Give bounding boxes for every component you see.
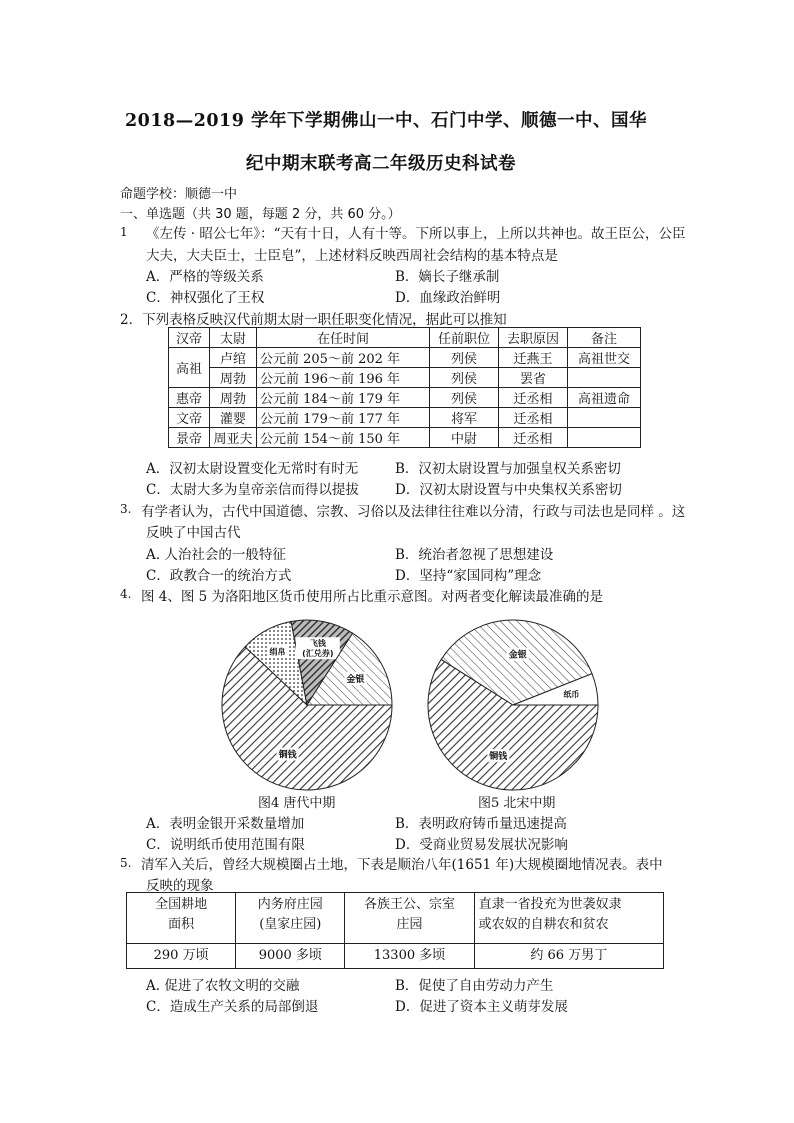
pie-label: 铜钱 <box>278 750 297 761</box>
q3-option-c: C．政教合一的统治方式 <box>146 568 292 584</box>
table-header: 去职原因 <box>499 328 568 348</box>
q1-option-b: B．嫡长子继承制 <box>395 269 500 285</box>
q2-stem: 2．下列表格反映汉代前期太尉一职任职变化情况，据此可以推知 <box>120 312 507 328</box>
table-header: 任前职位 <box>430 328 499 348</box>
table-header: 内务府庄园 (皇家庄园) <box>236 893 345 944</box>
q5-option-a: A. 促进了农牧文明的交融 <box>146 978 300 994</box>
q3-option-d: D．坚持“家国同构”理念 <box>395 568 542 584</box>
table-cell: 列侯 <box>430 348 499 368</box>
pie-label: 飞钱 <box>309 639 326 649</box>
pie-chart-song <box>428 620 598 790</box>
table-cell: 公元前 196～前 196 年 <box>257 368 430 388</box>
q4-number: 4. <box>120 587 132 601</box>
q3-line2: 反映了中国古代 <box>146 525 241 541</box>
q3-line1: 有学者认为，古代中国道德、宗教、习俗以及法律往往难以分清，行政与司法也是同样 。这 <box>141 504 686 520</box>
q1-number: 1 <box>120 225 128 239</box>
pie-label: 纸币 <box>563 689 580 699</box>
q5-option-b: B．促使了自由劳动力产生 <box>395 978 554 994</box>
q4-option-a: A．表明金银开采数量增加 <box>146 816 305 832</box>
section-heading: 一、单选题（共 30 题，每题 2 分，共 60 分。） <box>120 207 401 222</box>
table-header: 备注 <box>568 328 641 348</box>
pie-label: 铜钱 <box>489 752 508 763</box>
q1-option-c: C．神权强化了王权 <box>146 290 265 306</box>
q1-option-d: D．血缘政治鲜明 <box>395 290 501 306</box>
table-cell: 罢省 <box>499 368 568 388</box>
q1-option-a: A．严格的等级关系 <box>146 269 264 285</box>
table-cell: 9000 多顷 <box>236 944 345 969</box>
q3-option-b: B．统治者忽视了思想建设 <box>395 547 554 563</box>
table-cell: 惠帝 <box>169 388 210 408</box>
pie-label: 金银 <box>508 650 527 661</box>
table-row <box>169 428 641 448</box>
table-cell: 公元前 154～前 150 年 <box>257 428 430 448</box>
table-cell: 公元前 184～前 179 年 <box>257 388 430 408</box>
pie-label: 金银 <box>346 674 365 685</box>
figure5-caption: 图5 北宋中期 <box>478 796 556 811</box>
exam-title-line2: 纪中期末联考高二年级历史科试卷 <box>246 154 516 174</box>
q1-line1: 《左传 · 昭公七年》：“天有十日，人有十等。下所以事上，上所以共神也。故王臣公，公臣 <box>146 226 686 242</box>
pie-label: (汇兑券) <box>302 649 334 659</box>
table-cell <box>568 408 641 428</box>
table-row <box>127 944 664 969</box>
q2-option-a: A．汉初太尉设置变化无常时有时无 <box>146 461 359 477</box>
exam-title-line1: 2018—2019 学年下学期佛山一中、石门中学、顺德一中、国华 <box>125 111 648 131</box>
table-cell: 公元前 205～前 202 年 <box>257 348 430 368</box>
q5-line2: 反映的现象 <box>146 878 214 894</box>
figure4-caption: 图4 唐代中期 <box>258 796 336 811</box>
table-cell: 列侯 <box>430 368 499 388</box>
q5-table <box>126 892 664 969</box>
q4-option-d: D．受商业贸易发展状况影响 <box>395 837 568 853</box>
table-cell: 迁丞相 <box>499 428 568 448</box>
table-cell: 迁丞相 <box>499 388 568 408</box>
q4-option-c: C．说明纸币使用范围有限 <box>146 837 305 853</box>
table-row <box>169 388 641 408</box>
table-cell: 迁燕王 <box>499 348 568 368</box>
table-header: 全国耕地 面积 <box>127 893 236 944</box>
table-cell: 将军 <box>430 408 499 428</box>
table-cell <box>568 368 641 388</box>
table-cell: 卢绾 <box>210 348 257 368</box>
table-header: 直隶一省投充为世袭奴隶 或农奴的自耕农和贫农 <box>474 893 663 944</box>
table-header-row <box>169 328 641 348</box>
table-cell: 景帝 <box>169 428 210 448</box>
pie-chart-tang <box>222 620 392 790</box>
q4-option-b: B．表明政府铸币量迅速提高 <box>395 816 567 832</box>
table-cell: 约 66 万男丁 <box>474 944 663 969</box>
table-row <box>169 408 641 428</box>
table-cell: 高祖世交 <box>568 348 641 368</box>
q1-line2: 大夫，大夫臣士，士臣皂”，上述材料反映西周社会结构的基本特点是 <box>146 248 558 264</box>
table-cell: 公元前 179～前 177 年 <box>257 408 430 428</box>
table-row <box>169 348 641 368</box>
table-cell: 290 万顷 <box>127 944 236 969</box>
table-cell: 高祖遗命 <box>568 388 641 408</box>
q3-number: 3. <box>120 502 132 516</box>
table-cell: 中尉 <box>430 428 499 448</box>
table-row <box>169 368 641 388</box>
table-cell: 迁丞相 <box>499 408 568 428</box>
table-cell: 周亚夫 <box>210 428 257 448</box>
table-header: 汉帝 <box>169 328 210 348</box>
q3-option-a: A. 人治社会的一般特征 <box>146 547 286 563</box>
q5-option-d: D．促进了资本主义萌芽发展 <box>395 999 568 1015</box>
q5-number: 5. <box>120 856 132 870</box>
q5-option-c: C．造成生产关系的局部倒退 <box>146 999 319 1015</box>
q2-option-c: C．太尉大多为皇帝亲信而得以提拔 <box>146 482 359 498</box>
table-cell: 文帝 <box>169 408 210 428</box>
table-cell: 灌婴 <box>210 408 257 428</box>
table-cell: 13300 多顷 <box>345 944 474 969</box>
q4-stem: 图 4、图 5 为洛阳地区货币使用所占比重示意图。对两者变化解读最准确的是 <box>141 589 604 605</box>
table-cell: 列侯 <box>430 388 499 408</box>
table-header: 在任时间 <box>257 328 430 348</box>
currency-pie-charts <box>0 605 794 805</box>
table-header: 太尉 <box>210 328 257 348</box>
table-header: 各族王公、宗室 庄园 <box>345 893 474 944</box>
table-cell: 周勃 <box>210 368 257 388</box>
table-cell: 周勃 <box>210 388 257 408</box>
q2-table <box>168 327 641 448</box>
table-cell: 高祖 <box>169 348 210 388</box>
q2-option-b: B．汉初太尉设置与加强皇权关系密切 <box>395 461 621 477</box>
table-cell <box>568 428 641 448</box>
school-line: 命题学校：顺德一中 <box>120 187 238 202</box>
table-header-row <box>127 893 664 944</box>
pie-label: 绢帛 <box>269 647 286 657</box>
q2-option-d: D．汉初太尉设置与中央集权关系密切 <box>395 482 622 498</box>
q5-line1: 清军入关后，曾经大规模圈占土地，下表是顺治八年(1651 年)大规模圈地情况表。表中 <box>141 857 663 873</box>
